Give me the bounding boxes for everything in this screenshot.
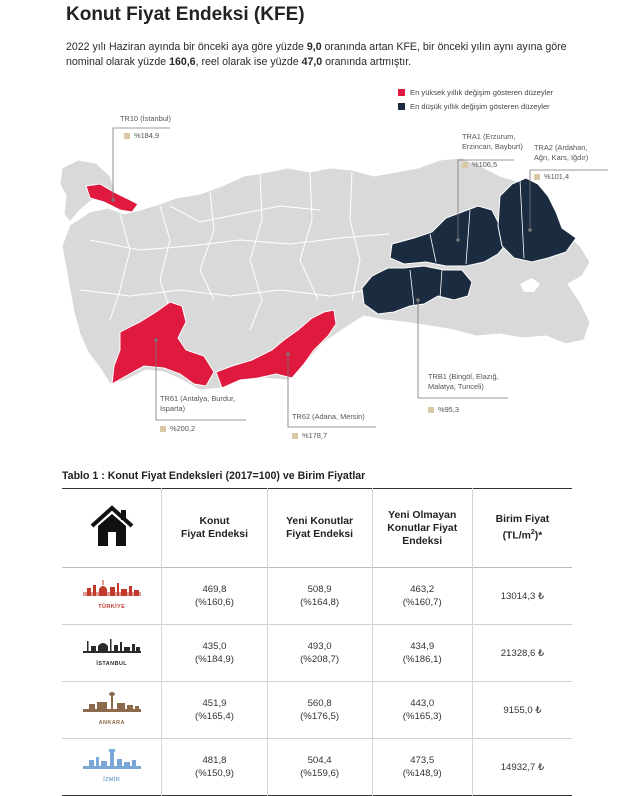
value-marker-icon [534, 174, 540, 180]
intro-bold-real: 47,0 [301, 56, 323, 68]
region-value-tr61 [160, 424, 195, 433]
cell-change: (%208,7) [300, 654, 340, 665]
header-line: Birim Fiyat [495, 514, 550, 526]
table-caption: Tablo 1 : Konut Fiyat Endeksleri (2017=100) ve Birim Fiyatlar [62, 470, 366, 482]
city-name: İSTANBUL [96, 661, 128, 667]
kfe-table [62, 488, 572, 796]
region-value-text: %106,5 [472, 160, 498, 169]
cell-change: (%160,7) [402, 597, 442, 608]
cell-value: 473,5 [410, 755, 435, 766]
cell-value: 481,8 [202, 755, 227, 766]
cell-price: 14932,7 ₺ [500, 761, 545, 773]
city-name: ANKARA [98, 720, 125, 726]
intro-text: 2022 yılı Haziran ayında bir önceki aya göre yüzde [66, 41, 307, 53]
region-label-trb1 [428, 372, 499, 392]
header-line: Yeni Konutlar [286, 516, 354, 527]
table-row [62, 682, 572, 739]
legend-high-label: En yüksek yıllık değişim gösteren düzeyler [410, 88, 554, 97]
region-value-text: %95,3 [438, 405, 459, 414]
header-line: Fiyat Endeksi [286, 529, 354, 540]
cell-value: 434,9 [410, 641, 435, 652]
region-label-line: Ağrı, Kars, Iğdır) [534, 153, 589, 162]
cell-kfe [162, 568, 267, 625]
region-label-tr62: TR62 (Adana, Mersin) [292, 412, 365, 421]
header-old-kfe [372, 489, 472, 568]
cell-change: (%165,3) [402, 711, 442, 722]
header-line: Konut [199, 516, 230, 527]
cell-new [267, 625, 372, 682]
table-row [62, 568, 572, 625]
value-marker-icon [462, 162, 468, 168]
cell-old [372, 625, 472, 682]
cell-old [372, 568, 472, 625]
header-house-cell [62, 489, 162, 568]
cell-new [267, 682, 372, 739]
region-value-text: %101,4 [544, 172, 570, 181]
region-value-tra1 [462, 160, 497, 169]
region-label-tr10: TR10 (İstanbul) [120, 114, 171, 123]
cell-new [267, 568, 372, 625]
value-marker-icon [292, 433, 298, 439]
region-label-line: TRA1 (Erzurum, [462, 132, 516, 141]
cell-value: 504,4 [307, 755, 332, 766]
header-unit-text: (TL/m [502, 530, 531, 542]
city-cell-turkiye [62, 568, 162, 625]
header-line [473, 526, 572, 542]
header-line: Fiyat Endeksi [180, 529, 248, 540]
cell-price: 9155,0 ₺ [503, 704, 542, 716]
header-new-kfe [267, 489, 372, 568]
istanbul-skyline-icon [81, 635, 143, 657]
region-value-trb1 [428, 405, 459, 414]
intro-text: oranında artmıştır. [322, 56, 412, 68]
header-unit-sup: 2 [530, 529, 535, 537]
cell-price: 13014,3 ₺ [500, 590, 545, 602]
turkiye-skyline-icon [81, 578, 143, 600]
city-cell-ankara [62, 682, 162, 739]
house-icon [88, 504, 136, 548]
header-line: Endeksi [402, 535, 443, 547]
cell-change: (%148,9) [402, 768, 442, 779]
city-cell-istanbul [62, 625, 162, 682]
cell-change: (%186,1) [402, 654, 442, 665]
region-label-tra1 [462, 132, 523, 152]
header-unit-text: )* [534, 530, 543, 542]
intro-bold-monthly: 9,0 [306, 41, 322, 53]
intro-text: , reel olarak ise yüzde [195, 56, 302, 68]
cell-value: 469,8 [202, 584, 227, 595]
table-header-row [62, 489, 572, 568]
value-marker-icon [160, 426, 166, 432]
region-label-line: Malatya, Tunceli) [428, 382, 484, 391]
cell-kfe [162, 625, 267, 682]
region-value-tr62 [292, 431, 327, 440]
value-marker-icon [428, 407, 434, 413]
region-value-tr10 [124, 131, 159, 140]
region-label-tr61 [160, 394, 235, 414]
cell-change: (%176,5) [300, 711, 340, 722]
region-label-line: TR61 (Antalya, Burdur, [160, 394, 236, 403]
value-marker-icon [124, 133, 130, 139]
legend-low-label: En düşük yıllık değişim gösteren düzeyler [410, 102, 550, 111]
cell-price: 21328,6 ₺ [500, 647, 545, 659]
region-label-line: TRA2 (Ardahan, [534, 143, 588, 152]
cell-change: (%160,6) [195, 597, 234, 608]
page-title: Konut Fiyat Endeksi (KFE) [66, 4, 305, 25]
region-label-tra2 [534, 143, 588, 163]
header-line: Yeni Olmayan [388, 509, 457, 521]
map-region-tra2 [498, 178, 576, 262]
cell-change: (%159,6) [300, 768, 340, 779]
cell-change: (%164,8) [300, 597, 340, 608]
cell-change: (%165,4) [195, 711, 234, 722]
region-label-line: TRB1 (Bingöl, Elazığ, [428, 372, 499, 381]
header-kfe [162, 489, 267, 568]
city-name: TÜRKİYE [98, 604, 126, 610]
cell-change: (%150,9) [195, 768, 234, 779]
region-value-tra2 [534, 172, 569, 181]
city-name: İZMİR [103, 777, 121, 783]
cell-kfe [162, 682, 267, 739]
region-value-text: %178,7 [302, 431, 328, 440]
cell-value: 463,2 [410, 584, 435, 595]
intro-bold-nominal: 160,6 [169, 56, 196, 68]
region-label-line: Erzincan, Bayburt) [462, 142, 523, 151]
cell-value: 560,8 [307, 698, 332, 709]
cell-old [372, 682, 472, 739]
table-row [62, 625, 572, 682]
cell-value: 451,9 [202, 698, 227, 709]
cell-change: (%184,9) [195, 654, 234, 665]
ankara-skyline-icon [81, 690, 143, 716]
region-value-text: %184,9 [134, 131, 160, 140]
region-value-text: %200,2 [170, 424, 196, 433]
header-line: Konutlar Fiyat [387, 522, 458, 534]
cell-value: 508,9 [307, 584, 332, 595]
izmir-skyline-icon [81, 747, 143, 773]
cell-value: 493,0 [307, 641, 332, 652]
cell-value: 443,0 [410, 698, 435, 709]
cell-value: 435,0 [202, 641, 227, 652]
region-label-line: Isparta) [160, 404, 186, 413]
intro-text: oranında artan KFE, bir önceki yılın aynı ayına göre nominal olarak yüzde [66, 41, 567, 68]
header-unit-price [472, 489, 572, 568]
